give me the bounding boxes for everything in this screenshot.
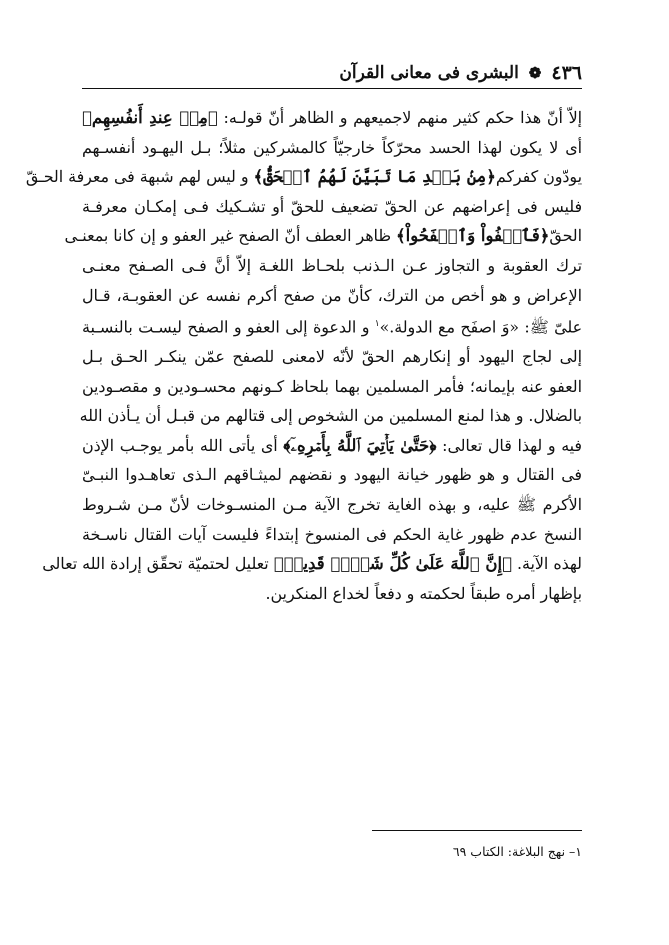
ornament-icon: ❁ bbox=[528, 64, 542, 82]
page-number: ٤٣٦ bbox=[551, 62, 582, 84]
text-line: فى القتال و هو ظهور خيانة اليهود و نقضهم لميثـاقهم الـذى تعاهـدوا النبـىّ bbox=[82, 465, 582, 485]
footnote-divider bbox=[372, 830, 582, 831]
header-divider bbox=[82, 88, 582, 89]
quran-verse: ﴿مِنۡ عِندِ أَنفُسِهِم﴾ bbox=[82, 108, 218, 127]
text-line: بإظهار أمره طبقاً لحكمته و دفعاً لخداع المنكرين. bbox=[265, 583, 582, 603]
text-line: الإعراض و هو أخص من الترك، كأنّ من صفح أكرم نفسه عن العقوبـة، قـال bbox=[82, 285, 582, 305]
quran-verse: ﴿إِنَّ ٱللَّهَ عَلَىٰ كُلِّ شَيۡءٖ قَدِيرٞ﴾ bbox=[273, 554, 512, 574]
quran-verse: ﴿حَتَّىٰ يَأۡتِيَ ٱللَّهُ بِأَمۡرِهِۦٓ﴾ bbox=[283, 435, 437, 455]
text-line: النسخ عدم ظهور غاية الحكم فى المنسوخ إبتداءً فليست آيات القتال ناسـخة bbox=[82, 524, 582, 544]
text-line: الأكرم ﷺ عليه، و بهذه الغاية تخرج الآية مـن المنسـوخات لأنّ مـن شـروط bbox=[82, 494, 582, 514]
text-line: إلى لجاج اليهود أو إنكارهم الحقّ لأنّه لامعنى للصفح عمّن ينكـر الحـق بـل bbox=[82, 347, 582, 367]
running-header bbox=[82, 60, 582, 86]
text-line: إلاّ أنّ هذا حكم كثير منهم لاجميعهم و الظاهر أنّ قولـه: ﴿مِنۡ عِندِ أَنفُسِهِم﴾ bbox=[82, 108, 582, 127]
text-line: علىّ ﷺ: «وَ اصفَح مع الدولة.»$^١$ و الدعوة إلى العفو و الصفح ليسـت بالنسـبة bbox=[82, 317, 583, 337]
quran-verse: ﴿مِنۢ بَعۡدِ مَا تَبَيَّنَ لَهُمُ ٱلۡحَقُّ﴾ bbox=[253, 167, 496, 187]
main-text bbox=[25, 103, 583, 608]
quran-verse: ﴿فَٱعۡفُواْ وَٱصۡفَحُواْ﴾ bbox=[395, 226, 550, 246]
text-line: يودّون كفركم﴿مِنۢ بَعۡدِ مَا تَبَيَّنَ لَهُمُ ٱلۡحَقُّ﴾ و ليس لهم شبهة فى معرفة الحـقّ bbox=[25, 167, 582, 187]
text-line: العفو عنه بإيمانه؛ فأمر المسلمين بهما بلحاظ كـونهم محسـودين و مقصـودين bbox=[82, 376, 582, 396]
text-line: أى لا يكون لهذا الحسد محرّكاً خارجيّاً كالمشركين مثلاً؛ بـل اليهـود أنفسـهم bbox=[82, 137, 582, 157]
text-line: ترك العقوبة و التجاوز عـن الـذنب بلحـاظ اللغـة إلاّ أنَّ فـى الصـفح معنـى bbox=[82, 255, 582, 275]
text-line: لهذه الآية. ﴿إِنَّ ٱللَّهَ عَلَىٰ كُلِّ شَيۡءٖ قَدِيرٞ﴾ تعليل لحتميّة تحقّق إرادة الله تعالى bbox=[42, 554, 582, 574]
text-line: بالضلال. و هذا لمنع المسلمين من الشخوص إلى قتالهم من قبـل أن يـأذن الله bbox=[79, 406, 582, 426]
footnote-marker: ١ bbox=[374, 319, 380, 330]
footnote: ١– نهج البلاغة: الكتاب ٦٩ bbox=[452, 844, 582, 859]
book-title: البشرى فى معانى القرآن bbox=[339, 63, 519, 83]
text-line: الحقّ﴿فَٱعۡفُواْ وَٱصۡفَحُواْ﴾ ظاهر العطف أنّ الصفح غير العفو و إن كانا بمعنـى bbox=[64, 226, 582, 246]
text-line: فليس فى إعراضهم عن الحقّ تضعيف للحقّ أو تشـكيك فـى إمكـان معرفـة bbox=[82, 196, 582, 216]
text-line: فيه و لهذا قال تعالى: ﴿حَتَّىٰ يَأۡتِيَ ٱللَّهُ بِأَمۡرِهِۦٓ﴾ أى يأتى الله بأمر يوجـب الإذن bbox=[82, 435, 582, 455]
